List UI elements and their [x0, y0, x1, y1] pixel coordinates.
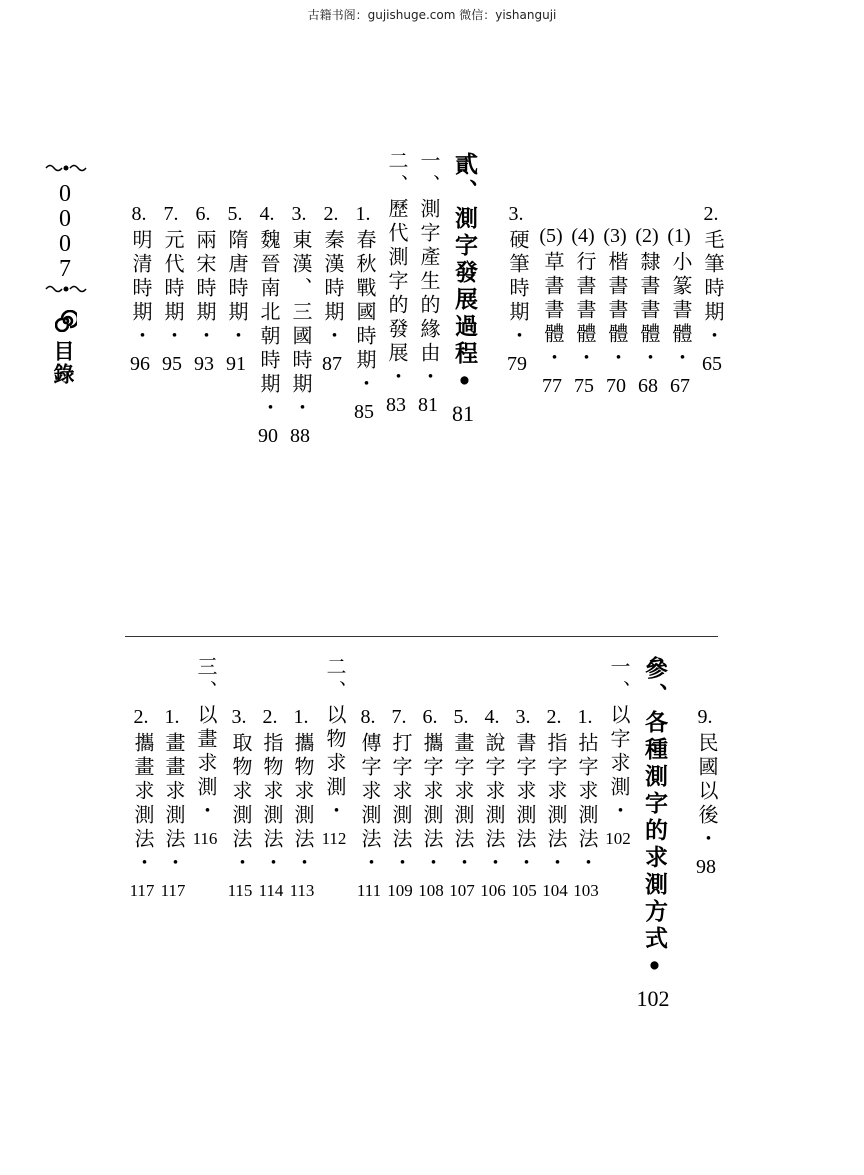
toc-entry: [318, 203, 348, 375]
toc-entry: [190, 203, 220, 375]
entry-text: 貳、測字發展過程•: [451, 152, 478, 399]
entry-lead: (1): [667, 225, 691, 247]
entry-text: 取物求測法・: [229, 732, 253, 876]
entry-text: 秦漢時期・: [321, 229, 345, 349]
toc-entry: [288, 706, 318, 902]
entry-page: 113: [289, 881, 315, 900]
entry-text: 指物求測法・: [260, 732, 284, 876]
entry-page: 88: [290, 425, 310, 447]
entry-page: 107: [449, 881, 475, 900]
entry-lead: 7.: [163, 203, 179, 225]
entry-lead: (4): [571, 225, 595, 247]
entry-lead: 2.: [133, 706, 149, 728]
entry-text: 元代時期・: [161, 229, 185, 349]
toc-entry: [692, 706, 722, 878]
toc-entry: [382, 150, 412, 416]
entry-page: 85: [354, 401, 374, 423]
entry-lead: 2.: [323, 203, 339, 225]
entry-page: 77: [542, 375, 562, 397]
toc-entry: [355, 706, 385, 902]
entry-text: 二、歷代測字的發展・: [385, 150, 409, 390]
toc-heading: [636, 656, 670, 1011]
entry-page: 116: [192, 829, 218, 848]
toc-entry: [570, 225, 600, 397]
entry-text: 說字求測法・: [482, 732, 506, 876]
entry-page: 105: [511, 881, 537, 900]
entry-text: 書字求測法・: [513, 732, 537, 876]
toc-entry: [191, 656, 221, 850]
entry-text: 毛筆時期・: [701, 229, 725, 349]
entry-text: 攜物求測法・: [291, 732, 315, 876]
toc-entry: [503, 203, 533, 375]
toc-entry: [602, 225, 632, 397]
entry-page: 117: [160, 881, 186, 900]
entry-page: 112: [321, 829, 347, 848]
entry-page: 98: [696, 856, 716, 878]
entry-text: 畫畫求測法・: [162, 732, 186, 876]
entry-text: 打字求測法・: [389, 732, 413, 876]
toc-entry: [572, 706, 602, 902]
entry-page: 81: [418, 394, 438, 416]
entry-page: 106: [480, 881, 506, 900]
entry-page: 114: [258, 881, 284, 900]
entry-lead: 6.: [422, 706, 438, 728]
entry-lead: 3.: [291, 203, 307, 225]
entry-page: 96: [130, 353, 150, 375]
entry-lead: 1.: [164, 706, 180, 728]
entry-lead: 5.: [227, 203, 243, 225]
toc-entry: [448, 706, 478, 902]
entry-text: 明清時期・: [129, 229, 153, 349]
toc-entry: [479, 706, 509, 902]
entry-lead: 6.: [195, 203, 211, 225]
toc-entry: [541, 706, 571, 902]
entry-lead: 5.: [453, 706, 469, 728]
toc-entry: [634, 225, 664, 397]
toc-entry: [226, 706, 256, 902]
entry-lead: 8.: [131, 203, 147, 225]
entry-lead: (5): [539, 225, 563, 247]
entry-page: 75: [574, 375, 594, 397]
entry-page: 91: [226, 353, 246, 375]
entry-page: 102: [636, 986, 670, 1011]
entry-page: 95: [162, 353, 182, 375]
entry-lead: 2.: [546, 706, 562, 728]
entry-page: 83: [386, 394, 406, 416]
entry-text: 硬筆時期・: [506, 229, 530, 349]
page-number: [58, 182, 72, 282]
entry-text: 魏晉南北朝時期・: [257, 229, 281, 421]
entry-text: 參、各種測字的求測方式•: [641, 656, 668, 984]
entry-text: 指字求測法・: [544, 732, 568, 876]
page-digit: 0: [59, 231, 71, 257]
entry-lead: 4.: [259, 203, 275, 225]
toc-entry: [538, 225, 568, 397]
entry-text: 楷書書體・: [605, 251, 629, 371]
ornament-top-icon: [44, 162, 88, 174]
divider-rule: [125, 636, 718, 637]
entry-lead: 1.: [293, 706, 309, 728]
toc-entry: [128, 706, 158, 902]
toc-entry: [158, 203, 188, 375]
entry-text: 攜畫求測法・: [131, 732, 155, 876]
ornament-bottom-icon: [44, 283, 88, 295]
entry-page: 111: [356, 881, 382, 900]
entry-page: 109: [387, 881, 413, 900]
entry-page: 87: [322, 353, 342, 375]
entry-lead: 3.: [515, 706, 531, 728]
entry-text: 二、以物求測・: [323, 656, 347, 824]
entry-text: 行書書體・: [573, 251, 597, 371]
entry-text: 小篆書體・: [669, 251, 693, 371]
entry-text: 東漢、三國時期・: [289, 229, 313, 421]
entry-page: 103: [573, 881, 599, 900]
entry-text: 三、以畫求測・: [194, 656, 218, 824]
entry-lead: 3.: [508, 203, 524, 225]
entry-lead: 2.: [703, 203, 719, 225]
toc-entry: [698, 203, 728, 375]
entry-lead: 2.: [262, 706, 278, 728]
entry-text: 兩宋時期・: [193, 229, 217, 349]
toc-entry: [510, 706, 540, 902]
entry-page: 93: [194, 353, 214, 375]
entry-text: 拈字求測法・: [575, 732, 599, 876]
entry-text: 一、以字求測・: [607, 656, 631, 824]
toc-entry: [417, 706, 447, 902]
page-digit: 0: [59, 181, 71, 207]
entry-lead: (3): [603, 225, 627, 247]
entry-lead: 9.: [697, 706, 713, 728]
entry-text: 畫字求測法・: [451, 732, 475, 876]
entry-text: 民國以後・: [695, 732, 719, 852]
entry-lead: 4.: [484, 706, 500, 728]
toc-entry: [604, 656, 634, 850]
entry-lead: 1.: [577, 706, 593, 728]
toc-entry: [222, 203, 252, 375]
toc-entry: [254, 203, 284, 447]
entry-lead: 3.: [231, 706, 247, 728]
entry-text: 隋唐時期・: [225, 229, 249, 349]
entry-lead: (2): [635, 225, 659, 247]
entry-text: 草書書體・: [541, 251, 565, 371]
toc-entry: [257, 706, 287, 902]
entry-page: 90: [258, 425, 278, 447]
entry-page: 115: [227, 881, 253, 900]
section-label: 目錄: [51, 340, 76, 386]
toc-entry: [350, 203, 380, 423]
entry-page: 67: [670, 375, 690, 397]
toc-entry: [414, 150, 444, 416]
watermark-text: 古籍书阁：gujishuge.com 微信：yishanguji: [307, 8, 557, 22]
toc-heading: [449, 152, 479, 425]
toc-entry: [286, 203, 316, 447]
entry-text: 春秋戰國時期・: [353, 229, 377, 397]
page-digit: 0: [59, 206, 71, 232]
entry-page: 79: [507, 353, 527, 375]
entry-page: 68: [638, 375, 658, 397]
entry-lead: 1.: [355, 203, 371, 225]
entry-text: 傳字求測法・: [358, 732, 382, 876]
toc-entry: [386, 706, 416, 902]
entry-lead: 7.: [391, 706, 407, 728]
toc-entry: [159, 706, 189, 902]
entry-page: 65: [702, 353, 722, 375]
spiral-icon: [55, 310, 77, 332]
entry-page: 104: [542, 881, 568, 900]
entry-text: 隸書書體・: [637, 251, 661, 371]
entry-page: 117: [129, 881, 155, 900]
entry-page: 102: [605, 829, 631, 848]
entry-text: 一、測字產生的緣由・: [417, 150, 441, 390]
entry-page: 70: [606, 375, 626, 397]
toc-entry: [320, 656, 350, 850]
toc-entry: [666, 225, 696, 397]
page-digit: 7: [59, 256, 71, 282]
entry-lead: 8.: [360, 706, 376, 728]
toc-entry: [126, 203, 156, 375]
entry-page: 108: [418, 881, 444, 900]
entry-text: 攜字求測法・: [420, 732, 444, 876]
entry-page: 81: [452, 401, 474, 426]
